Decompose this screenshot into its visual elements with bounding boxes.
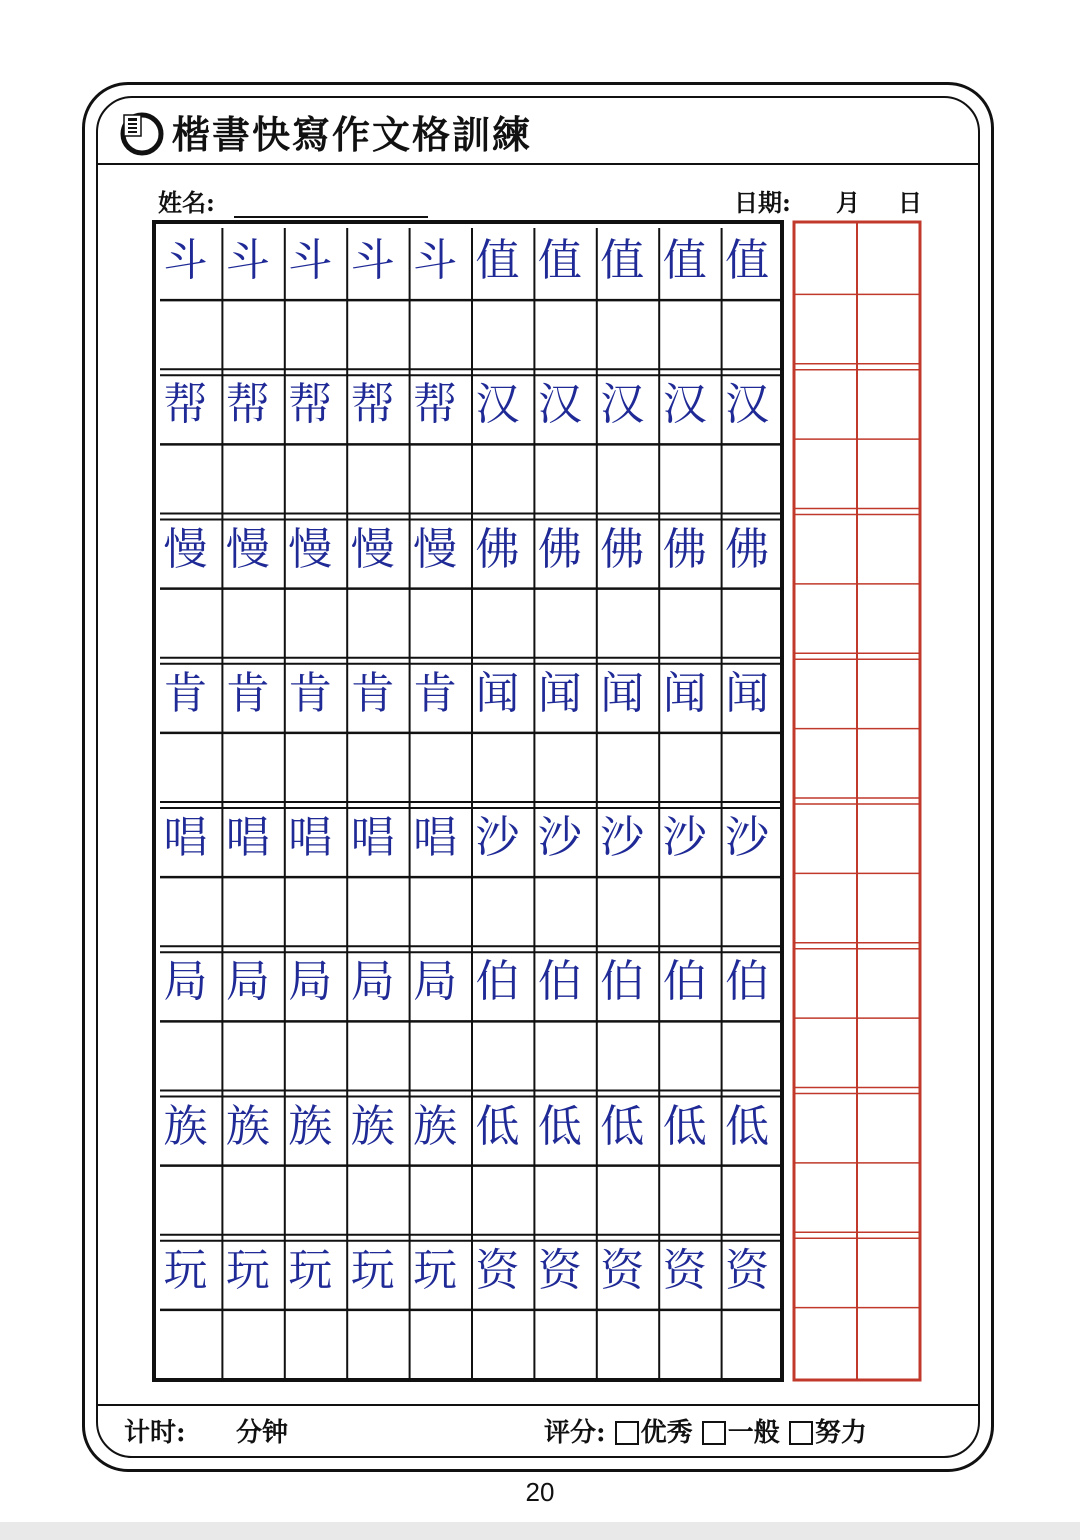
month-label: 月	[836, 188, 860, 217]
practice-character: 肯	[288, 667, 333, 719]
practice-character: 帮	[413, 379, 458, 431]
practice-character: 斗	[413, 235, 458, 286]
practice-character: 局	[163, 956, 208, 1008]
practice-character: 汉	[600, 379, 645, 431]
checkbox-effort[interactable]	[789, 1421, 813, 1445]
day-label: 日	[898, 188, 922, 217]
rating-option-average[interactable]	[702, 1414, 780, 1452]
practice-character: 低	[475, 1100, 520, 1152]
practice-character: 佛	[475, 523, 520, 575]
practice-character: 族	[288, 1100, 333, 1152]
practice-character: 低	[725, 1100, 770, 1152]
practice-character: 伯	[537, 956, 582, 1008]
practice-character: 肯	[413, 667, 458, 719]
practice-character: 慢	[288, 523, 333, 575]
rating-option-excellent[interactable]	[615, 1414, 693, 1452]
bottom-strip	[0, 1522, 1080, 1540]
rating-option-label: 一般	[727, 1418, 780, 1448]
practice-character: 值	[725, 235, 770, 286]
practice-character: 斗	[288, 235, 333, 286]
practice-character: 慢	[413, 523, 458, 575]
practice-character: 伯	[600, 956, 645, 1008]
practice-character: 值	[537, 235, 582, 286]
practice-character: 伯	[725, 956, 770, 1008]
brand-logo-icon	[120, 112, 164, 156]
practice-character: 闻	[600, 667, 645, 719]
practice-character: 族	[413, 1100, 458, 1152]
checkbox-average[interactable]	[702, 1421, 726, 1445]
practice-character: 帮	[288, 379, 333, 431]
practice-character: 局	[288, 956, 333, 1008]
practice-character: 佛	[725, 523, 770, 575]
practice-character: 唱	[413, 812, 458, 863]
name-field[interactable]	[234, 216, 428, 218]
red-practice-grid	[792, 220, 922, 1382]
practice-character: 伯	[475, 956, 520, 1008]
practice-character: 慢	[350, 523, 395, 575]
rating-section	[544, 1414, 867, 1452]
practice-character: 值	[662, 235, 707, 286]
practice-character: 帮	[163, 379, 208, 431]
practice-character: 闻	[537, 667, 582, 719]
practice-character: 玩	[163, 1244, 208, 1296]
practice-character: 斗	[163, 235, 208, 286]
practice-character: 闻	[475, 667, 520, 719]
minutes-label: 分钟	[236, 1418, 289, 1448]
practice-character: 佛	[662, 523, 707, 575]
rating-option-label: 优秀	[640, 1418, 693, 1448]
page-title: 楷書快寫作文格訓練	[172, 112, 533, 157]
timer-label: 计时:	[124, 1418, 186, 1448]
practice-character: 佛	[600, 523, 645, 575]
footer-rule	[96, 1404, 980, 1406]
practice-character: 低	[662, 1100, 707, 1152]
rating-label: 评分:	[544, 1418, 606, 1448]
practice-character: 玩	[225, 1244, 270, 1296]
practice-character: 肯	[225, 667, 270, 719]
practice-character: 唱	[225, 812, 270, 863]
practice-character: 值	[475, 235, 520, 286]
practice-character: 沙	[475, 812, 520, 863]
practice-character: 慢	[163, 523, 208, 575]
rating-option-label: 努力	[814, 1418, 867, 1448]
practice-character: 低	[537, 1100, 582, 1152]
page-number: 20	[525, 1477, 555, 1507]
practice-character: 汉	[662, 379, 707, 431]
practice-character: 肯	[350, 667, 395, 719]
practice-character: 肯	[163, 667, 208, 719]
practice-character: 沙	[725, 812, 770, 863]
practice-character: 斗	[350, 235, 395, 286]
practice-character: 低	[600, 1100, 645, 1152]
practice-character: 伯	[662, 956, 707, 1008]
name-label: 姓名:	[158, 188, 215, 217]
practice-character: 沙	[600, 812, 645, 863]
practice-character: 资	[600, 1244, 645, 1296]
practice-character: 局	[225, 956, 270, 1008]
practice-character: 玩	[413, 1244, 458, 1296]
practice-grid	[152, 220, 784, 1382]
practice-character: 族	[350, 1100, 395, 1152]
practice-character: 沙	[537, 812, 582, 863]
practice-character: 汉	[725, 379, 770, 431]
practice-character: 闻	[725, 667, 770, 719]
practice-character: 唱	[163, 812, 208, 863]
practice-character: 玩	[350, 1244, 395, 1296]
practice-character: 慢	[225, 523, 270, 575]
practice-character: 值	[600, 235, 645, 286]
practice-character: 斗	[225, 235, 270, 286]
practice-character: 佛	[537, 523, 582, 575]
practice-character: 唱	[288, 812, 333, 863]
rating-option-effort[interactable]	[789, 1414, 867, 1452]
practice-character: 唱	[350, 812, 395, 863]
practice-character: 帮	[350, 379, 395, 431]
date-label: 日期:	[734, 188, 791, 217]
practice-character: 资	[537, 1244, 582, 1296]
practice-character: 局	[350, 956, 395, 1008]
practice-character: 族	[163, 1100, 208, 1152]
title-rule	[96, 163, 980, 165]
practice-character: 汉	[537, 379, 582, 431]
checkbox-excellent[interactable]	[615, 1421, 639, 1445]
practice-character: 闻	[662, 667, 707, 719]
practice-character: 资	[475, 1244, 520, 1296]
practice-character: 玩	[288, 1244, 333, 1296]
practice-character: 族	[225, 1100, 270, 1152]
practice-character: 汉	[475, 379, 520, 431]
practice-character: 局	[413, 956, 458, 1008]
practice-character: 资	[662, 1244, 707, 1296]
practice-character: 沙	[662, 812, 707, 863]
practice-character: 帮	[225, 379, 270, 431]
practice-character: 资	[725, 1244, 770, 1296]
